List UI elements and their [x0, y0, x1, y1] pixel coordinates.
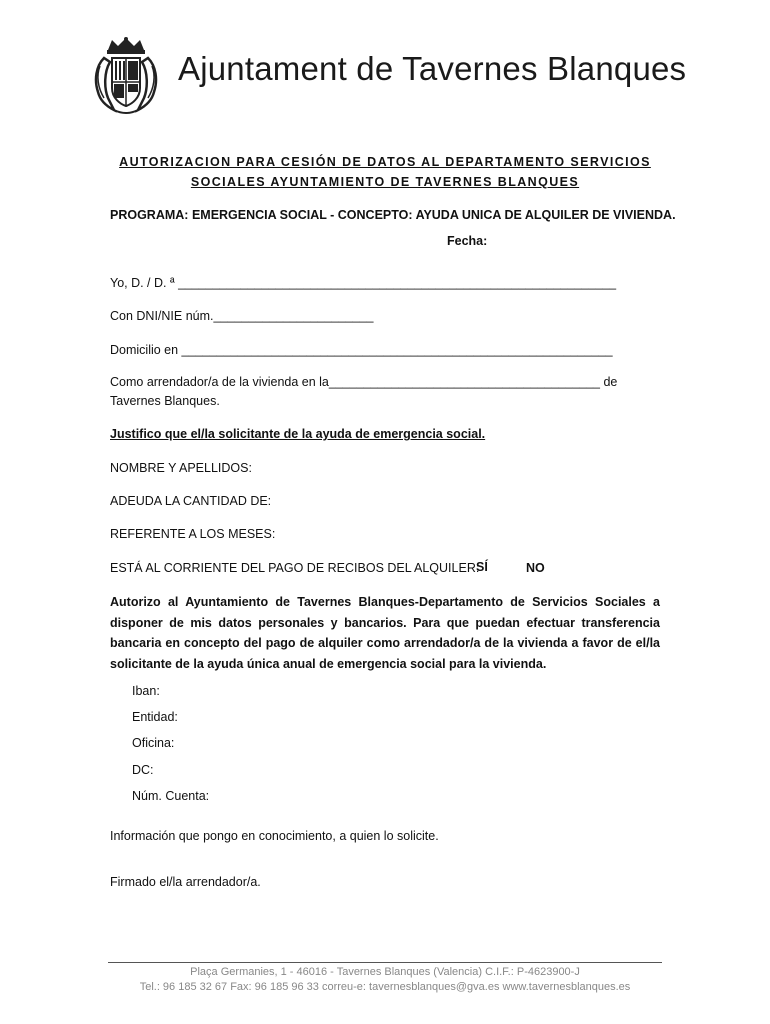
arrendador-field-line-2: Tavernes Blanques.: [110, 394, 220, 408]
oficina-label: Oficina:: [132, 736, 175, 750]
firmado-line: Firmado el/la arrendador/a.: [110, 875, 261, 889]
referente-meses-label: REFERENTE A LOS MESES:: [110, 527, 276, 541]
programa-concepto-line: PROGRAMA: EMERGENCIA SOCIAL - CONCEPTO: AYUDA UNICA DE ALQUILER DE VIVIENDA.: [110, 208, 676, 222]
nombre-apellidos-label: NOMBRE Y APELLIDOS:: [110, 461, 252, 475]
corriente-pago-label: ESTÁ AL CORRIENTE DEL PAGO DE RECIBOS DEL ALQUILER:: [110, 561, 480, 575]
si-option[interactable]: SÍ: [476, 560, 488, 574]
entidad-label: Entidad:: [132, 710, 178, 724]
document-title-line-1: AUTORIZACION PARA CESIÓN DE DATOS AL DEPARTAMENTO SERVICIOS: [119, 155, 651, 169]
domicilio-field[interactable]: Domicilio en ______________________________________________________________: [110, 343, 613, 357]
dni-field[interactable]: Con DNI/NIE núm._______________________: [110, 309, 374, 323]
adeuda-cantidad-label: ADEUDA LA CANTIDAD DE:: [110, 494, 272, 508]
document-title-line-2: SOCIALES AYUNTAMIENTO DE TAVERNES BLANQUES: [190, 175, 580, 189]
dc-label: DC:: [132, 763, 154, 777]
autorizo-paragraph: Autorizo al Ayuntamiento de Tavernes Blanques-Departamento de Servicios Sociales a disponer de mis datos personales y bancarios. Para que puedan efectuar transferencia bancaria en concepto del pago de alquiler como arrendador/a de la vivienda a favor de el/la solicitante de la ayuda única anual de emergencia social para la vivienda.: [110, 595, 660, 671]
iban-label: Iban:: [132, 684, 160, 698]
footer-address: Plaça Germanies, 1 - 46016 - Tavernes Blanques (Valencia) C.I.F.: P-4623900-J: [190, 966, 580, 978]
informacion-line: Información que pongo en conocimiento, a quien lo solicite.: [110, 829, 439, 843]
yo-field[interactable]: Yo, D. / D. ª _______________________________________________________________: [110, 276, 617, 290]
arrendador-field[interactable]: Como arrendador/a de la vivienda en la_______________________________________ de: [110, 375, 618, 389]
footer-contact: Tel.: 96 185 32 67 Fax: 96 185 96 33 correu-e: tavernesblanques@gva.es www.tavernesblanques.es: [139, 981, 631, 993]
numero-cuenta-label: Núm. Cuenta:: [132, 789, 210, 803]
footer-divider: [108, 962, 662, 963]
fecha-label: Fecha:: [447, 234, 488, 248]
institution-name: Ajuntament de Tavernes Blanques: [178, 50, 687, 87]
no-option[interactable]: NO: [526, 561, 545, 575]
municipal-coat-of-arms-icon: [94, 36, 158, 118]
justifico-heading: Justifico que el/la solicitante de la ayuda de emergencia social.: [110, 427, 486, 441]
